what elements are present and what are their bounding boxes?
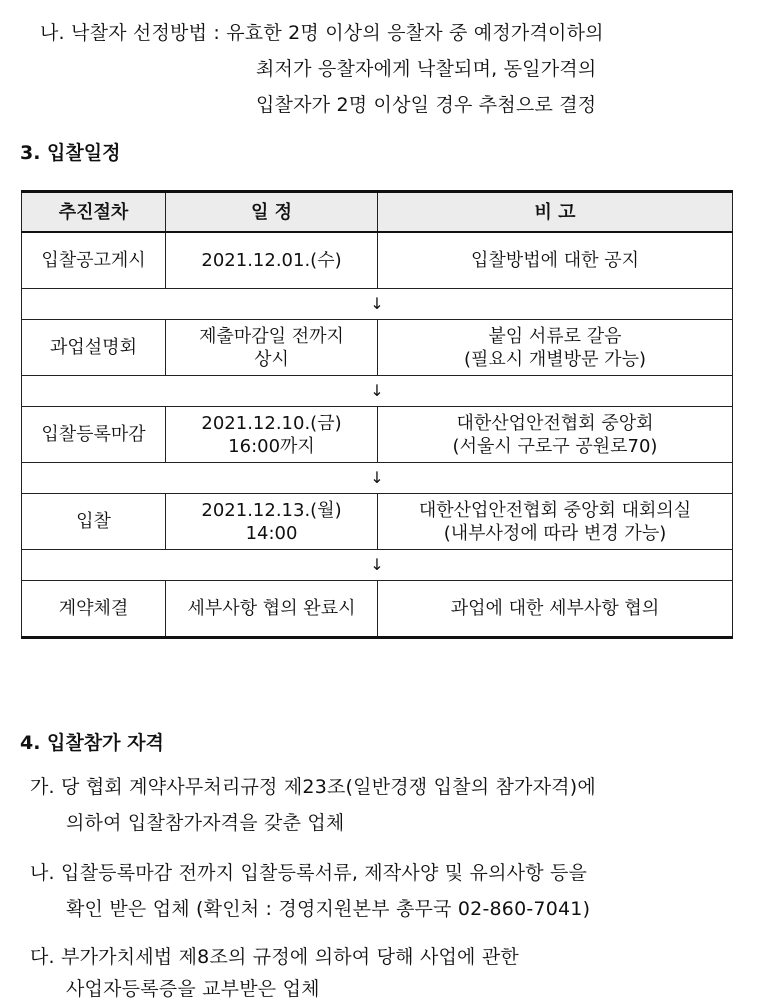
arrow-row xyxy=(22,376,733,407)
step-cell: 계약체결 xyxy=(22,581,166,638)
note-cell xyxy=(378,581,733,638)
header-note: 비 고 xyxy=(378,192,733,233)
intro-line-3: 입찰자가 2명 이상일 경우 추첨으로 결정 xyxy=(256,94,597,116)
qualification-item-1-line-2: 의하여 입찰참가자격을 갖춘 업체 xyxy=(66,812,345,834)
note-cell xyxy=(378,320,733,376)
date-cell xyxy=(166,320,378,376)
intro-line-1: 나. 낙찰자 선정방법 : 유효한 2명 이상의 응찰자 중 예정가격이하의 xyxy=(40,22,604,44)
step-cell: 입찰 xyxy=(22,494,166,550)
qualification-item-3-line-2: 사업자등록증을 교부받은 업체 xyxy=(66,978,320,1000)
step-cell: 과업설명회 xyxy=(22,320,166,376)
note-line: 붙임 서류로 갈음 xyxy=(488,325,622,347)
step-cell: 입찰공고게시 xyxy=(22,232,166,289)
table-header-row xyxy=(22,192,733,233)
qualification-item-1-line-1: 가. 당 협회 계약사무처리규정 제23조(일반경쟁 입찰의 참가자격)에 xyxy=(30,776,596,798)
date-line: 2021.12.13.(월) xyxy=(201,499,342,521)
bid-schedule-table xyxy=(21,190,733,639)
date-line: 제출마감일 전까지 xyxy=(199,325,344,347)
note-line: (필요시 개별방문 가능) xyxy=(464,348,646,370)
table-row xyxy=(22,407,733,463)
note-line: (내부사정에 따라 변경 가능) xyxy=(443,522,667,544)
note-line: 과업에 대한 세부사항 협의 xyxy=(450,598,660,619)
table-row xyxy=(22,581,733,638)
down-arrow-icon: ↓ xyxy=(22,376,733,407)
date-line: 2021.12.01.(수) xyxy=(201,250,342,271)
section-4-title: 4. 입찰참가 자격 xyxy=(20,732,164,754)
qualification-item-2-line-1: 나. 입찰등록마감 전까지 입찰등록서류, 제작사양 및 유의사항 등을 xyxy=(30,862,588,884)
table-row xyxy=(22,494,733,550)
note-cell xyxy=(378,407,733,463)
table-row xyxy=(22,320,733,376)
date-line: 2021.12.10.(금) xyxy=(201,412,342,434)
arrow-row xyxy=(22,550,733,581)
date-cell xyxy=(166,232,378,289)
qualification-item-2-line-2: 확인 받은 업체 (확인처 : 경영지원본부 총무국 02-860-7041) xyxy=(66,898,591,920)
date-cell xyxy=(166,581,378,638)
note-cell xyxy=(378,494,733,550)
note-line: (서울시 구로구 공원로70) xyxy=(452,435,658,457)
header-date: 일 정 xyxy=(166,192,378,233)
down-arrow-icon: ↓ xyxy=(22,550,733,581)
arrow-row xyxy=(22,463,733,494)
down-arrow-icon: ↓ xyxy=(22,463,733,494)
date-cell xyxy=(166,494,378,550)
date-cell xyxy=(166,407,378,463)
header-step: 추진절차 xyxy=(22,192,166,233)
note-line: 대한산업안전협회 중앙회 xyxy=(456,412,654,434)
qualification-item-3-line-1: 다. 부가가치세법 제8조의 규정에 의하여 당해 사업에 관한 xyxy=(30,946,519,968)
date-line: 14:00 xyxy=(245,522,298,544)
date-line: 세부사항 협의 완료시 xyxy=(187,598,356,619)
step-cell: 입찰등록마감 xyxy=(22,407,166,463)
table-row xyxy=(22,232,733,289)
date-line: 16:00까지 xyxy=(228,435,315,457)
intro-line-2: 최저가 응찰자에게 낙찰되며, 동일가격의 xyxy=(256,58,597,80)
arrow-row xyxy=(22,289,733,320)
note-cell xyxy=(378,232,733,289)
note-line: 대한산업안전협회 중앙회 대회의실 xyxy=(418,499,692,521)
date-line: 상시 xyxy=(254,348,289,370)
section-3-title: 3. 입찰일정 xyxy=(20,142,121,164)
down-arrow-icon: ↓ xyxy=(22,289,733,320)
note-line: 입찰방법에 대한 공지 xyxy=(471,250,639,271)
